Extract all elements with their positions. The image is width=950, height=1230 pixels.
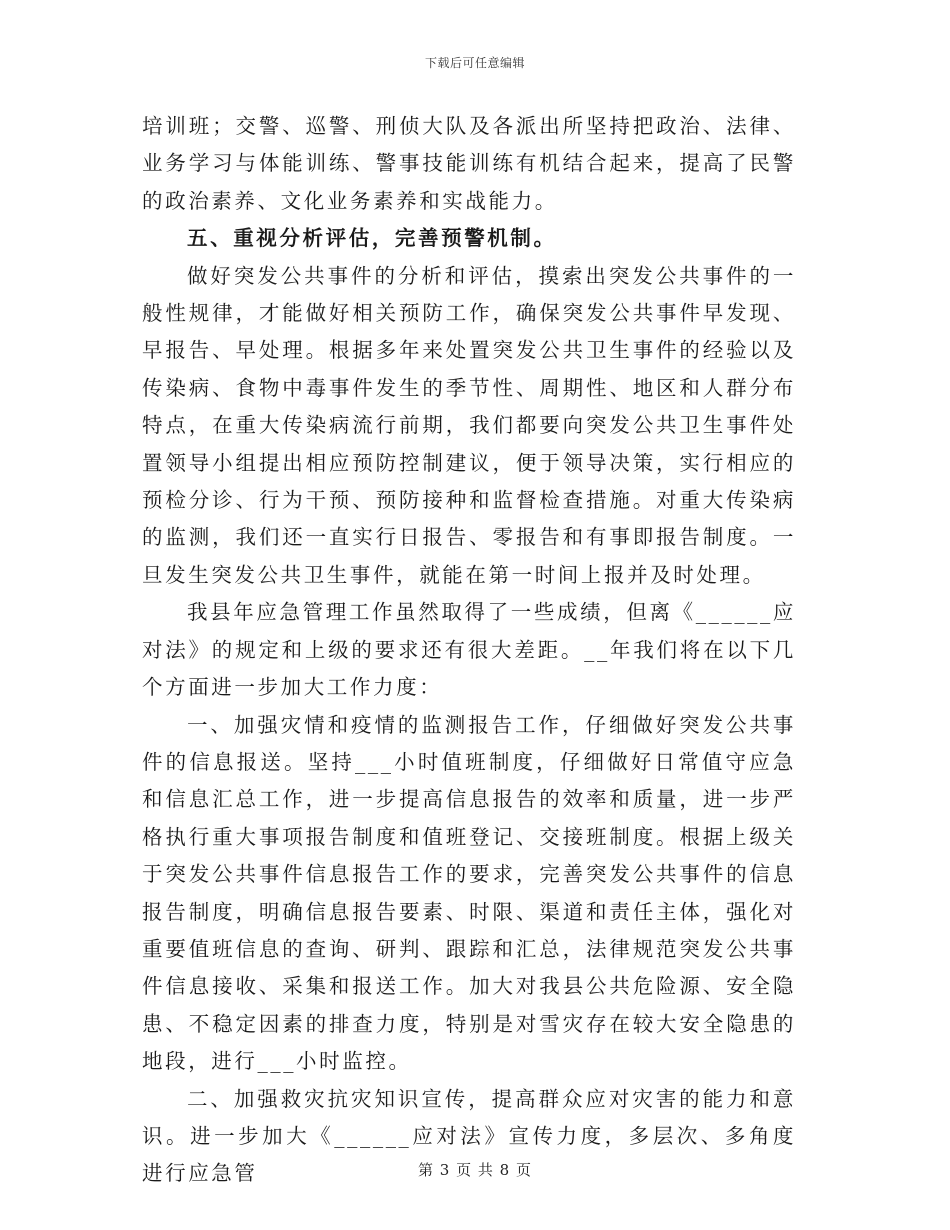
section-heading-5: 五、重视分析评估，完善预警机制。 (187, 226, 557, 251)
paragraph-6: 二、加强救灾抗灾知识宣传，提高群众应对灾害的能力和意识。进一步加大《______应对法》宣传力度，多层次、多角度进行应急管 (142, 1086, 796, 1186)
paragraph-4: 我县年应急管理工作虽然取得了一些成绩，但离《______应对法》的规定和上级的要求还有很大差距。__年我们将在以下几个方面进一步加大工作力度： (142, 600, 796, 700)
page-header: 下载后可任意编辑 (424, 56, 525, 70)
document-body (142, 108, 796, 1193)
paragraph-1: 培训班；交警、巡警、刑侦大队及各派出所坚持把政治、法律、业务学习与体能训练、警事技能训练有机结合起来，提高了民警的政治素养、文化业务素养和实战能力。 (142, 114, 796, 213)
paragraph-5: 一、加强灾情和疫情的监测报告工作，仔细做好突发公共事件的信息报送。坚持___小时值班制度，仔细做好日常值守应急和信息汇总工作，进一步提高信息报告的效率和质量，进一步严格执行重大事项报告制度和值班登记、交接班制度。根据上级关于突发公共事件信息报告工作的要求，完善突发公共事件的信息报告制度，明确信息报告要素、时限、渠道和责任主体，强化对重要值班信息的查询、研判、跟踪和汇总，法律规范突发公共事件信息接收、采集和报送工作。加大对我县公共危险源、安全隐患、不稳定因素的排查力度，特别是对雪灾存在较大安全隐患的地段，进行___小时监控。 (142, 712, 796, 1074)
paragraph-3: 做好突发公共事件的分析和评估，摸索出突发公共事件的一般性规律，才能做好相关预防工作，确保突发公共事件早发现、早报告、早处理。根据多年来处置突发公共卫生事件的经验以及传染病、食物中毒事件发生的季节性、周期性、地区和人群分布特点，在重大传染病流行前期，我们都要向突发公共卫生事件处置领导小组提出相应预防控制建议，便于领导决策，实行相应的预检分诊、行为干预、预防接种和监督检查措施。对重大传染病的监测，我们还一直实行日报告、零报告和有事即报告制度。一旦发生突发公共卫生事件，就能在第一时间上报并及时处理。 (142, 263, 796, 587)
page-footer: 第 3 页 共 8 页 (418, 1161, 532, 1179)
